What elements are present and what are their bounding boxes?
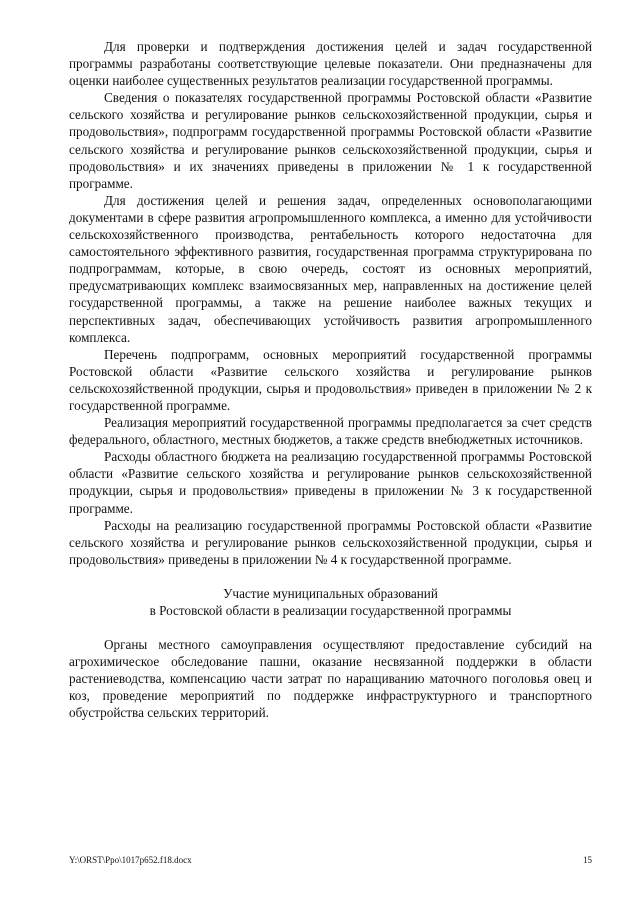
section-heading-line-1: Участие муниципальных образований [223, 585, 438, 601]
paragraph-funding-sources: Реализация мероприятий государственной программы предполагается за счет средств федерального, областного, местных бюджетов, а также средств внебюджетных источников. [69, 415, 592, 448]
paragraph-local-government: Органы местного самоуправления осуществляют предоставление субсидий на агрохимическое обследование пашни, оказание несвязанной поддержки в области растениеводства, компенсацию части затрат по наращиванию маточного поголовья овец и коз, проведение мероприятий по поддержке инфраструктурного и транспортного обустройства сельских территорий. [69, 637, 592, 721]
paragraph-indicator-info: Сведения о показателях государственной программы Ростовской области «Развитие сельского хозяйства и регулирование рынков сельскохозяйственной продукции, сырья и продовольствия», подпрограмм государственной программы Ростовской области «Развитие сельского хозяйства и регулирование рынков сельскохозяйственной продукции, сырья и продовольствия» и их значениях приведены в приложении № 1 к государственной программе. [69, 90, 592, 191]
paragraph-indicators: Для проверки и подтверждения достижения целей и задач государственной программы разработаны соответствующие целевые показатели. Они предназначены для оценки наиболее существенных результатов реализации государственной программы. [69, 39, 592, 89]
paragraph-regional-budget: Расходы областного бюджета на реализацию государственной программы Ростовской области «Развитие сельского хозяйства и регулирование рынков сельскохозяйственной продукции, сырья и продовольствия» приведены в приложении № 3 к государственной программе. [69, 449, 592, 516]
section-heading-line-2: в Ростовской области в реализации государственной программы [149, 603, 512, 618]
page-number: 15 [583, 855, 592, 865]
document-body [69, 38, 592, 722]
paragraph-subprogram-list: Перечень подпрограмм, основных мероприятий государственной программы Ростовской области «Развитие сельского хозяйства и регулирование рынков сельскохозяйственной продукции, сырья и продовольствия» приведен в приложении № 2 к государственной программе. [69, 346, 592, 413]
footer-file-path: Y:\ORST\Ppo\1017p652.f18.docx [69, 855, 192, 865]
paragraph-structure: Для достижения целей и решения задач, определенных основополагающими документами в сфере развития агропромышленного комплекса, а именно для устойчивости сельскохозяйственного производства, рентабельность которого недостаточна для самостоятельного эффективного развития, государственная программа структурирована по подпрограммам, которые, в свою очередь, состоят из основных мероприятий, предусматривающих комплекс взаимосвязанных мер, направленных на достижение целей государственной программы, а также на решение наиболее важных текущих и перспективных задач, обеспечивающих устойчивость развития агропромышленного комплекса. [69, 192, 592, 345]
section-heading [69, 585, 592, 619]
paragraph-total-expenses: Расходы на реализацию государственной программы Ростовской области «Развитие сельского хозяйства и регулирование рынков сельскохозяйственной продукции, сырья и продовольствия» приведены в приложении № 4 к государственной программе. [69, 517, 592, 567]
